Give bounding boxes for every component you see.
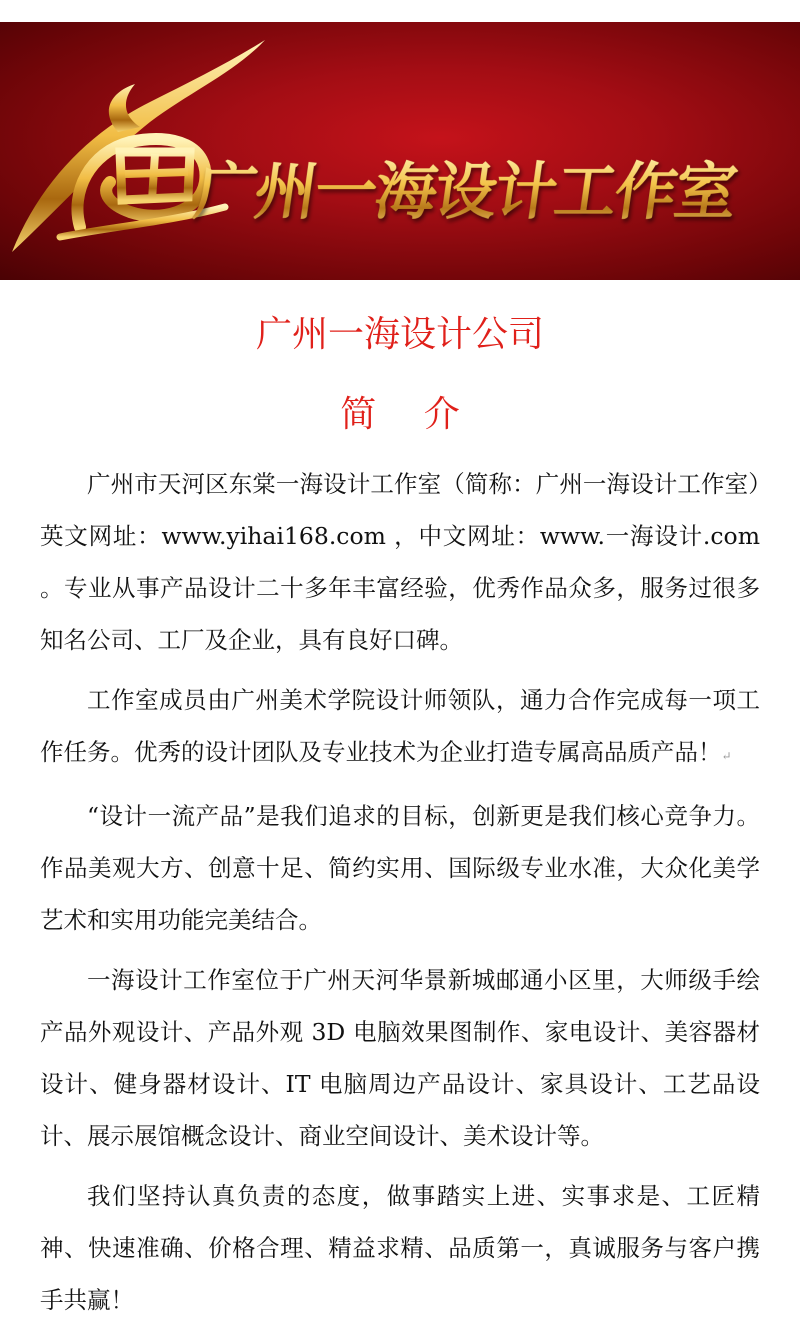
paragraph-team-text: 工作室成员由广州美术学院设计师领队，通力合作完成每一项工作任务。优秀的设计团队及专业技术为企业打造专属高品质产品！	[40, 686, 760, 766]
yihai-logo-icon	[0, 22, 800, 280]
intro-body	[40, 458, 760, 1334]
paragraph-goal: “设计一流产品”是我们追求的目标，创新更是我们核心竞争力。作品美观大方、创意十足、简约实用、国际级专业水准，大众化美学艺术和实用功能完美结合。	[40, 802, 760, 934]
company-name-heading: 广州一海设计公司	[255, 314, 544, 355]
paragraph-attitude: 我们坚持认真负责的态度，做事踏实上进、实事求是、工匠精神、快速准确、价格合理、精益求精、品质第一，真诚服务与客户携手共赢！	[40, 1182, 760, 1314]
paragraph-intro: 广州市天河区东棠一海设计工作室（简称：广州一海设计工作室）英文网址：www.yihai168.com ，中文网址：www.一海设计.com 。专业从事产品设计二十多年丰富经验，优秀作品众多，服务过很多知名公司、工厂及企业，具有良好口碑。	[40, 470, 760, 654]
paragraph-services: 一海设计工作室位于广州天河华景新城邮通小区里，大师级手绘产品外观设计、产品外观 3D 电脑效果图制作、家电设计、美容器材设计、健身器材设计、IT 电脑周边产品设计、家具设计、工艺品设计、展示展馆概念设计、商业空间设计、美术设计等。	[40, 966, 760, 1150]
header-banner	[0, 22, 800, 280]
return-mark-icon: ↵	[721, 749, 732, 763]
paragraph-team	[40, 674, 760, 782]
intro-title-heading: 简 介	[340, 394, 478, 435]
banner-title: 广州一海设计工作室	[189, 152, 800, 232]
